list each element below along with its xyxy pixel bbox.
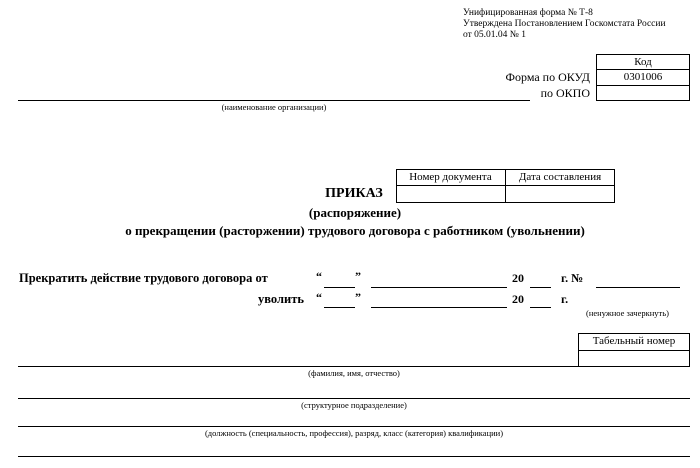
department-caption: (структурное подразделение) — [301, 400, 407, 410]
strike-note: (ненужное зачеркнуть) — [586, 308, 669, 318]
codes-kod-header: Код — [634, 56, 652, 68]
fio-caption: (фамилия, имя, отчество) — [308, 368, 400, 378]
order-title: ПРИКАЗ — [325, 186, 383, 201]
tabel-header: Табельный номер — [592, 335, 676, 347]
number-sign: г. № — [561, 271, 584, 285]
organization-caption: (наименование организации) — [221, 102, 327, 112]
quote-close-1: ” — [355, 269, 361, 283]
okud-value: 0301006 — [623, 71, 663, 83]
quote-open-1: “ — [316, 269, 322, 283]
order-subject: о прекращении (расторжении) трудового договора с работником (увольнении) — [125, 223, 585, 238]
additional-line — [18, 456, 690, 457]
terminate-month-line — [371, 287, 507, 288]
terminate-label: Прекратить действие трудового договора от — [19, 271, 268, 285]
position-line — [18, 426, 690, 427]
doc-number-header: Номер документа — [409, 171, 492, 183]
department-line — [18, 398, 690, 399]
approval-date-line: от 05.01.04 № 1 — [463, 30, 526, 40]
organization-line — [18, 100, 530, 101]
fio-line — [18, 366, 690, 367]
okud-label: Форма по ОКУД — [505, 70, 590, 84]
year-prefix-2: 20 — [512, 292, 524, 306]
form-code-line: Унифицированная форма № Т-8 — [463, 8, 593, 18]
quote-close-2: ” — [355, 290, 361, 304]
dismiss-day-line — [324, 307, 355, 308]
year-suffix-2: г. — [561, 292, 569, 306]
dismiss-label: уволить — [258, 292, 304, 306]
okpo-label: по ОКПО — [540, 86, 590, 100]
doc-date-header: Дата составления — [518, 171, 602, 183]
contract-number-line — [596, 287, 680, 288]
position-caption: (должность (специальность, профессия), разряд, класс (категория) квалификации) — [204, 428, 504, 438]
order-subtitle: (распоряжение) — [308, 205, 402, 220]
terminate-year-line — [530, 287, 551, 288]
dismiss-year-line — [530, 307, 551, 308]
dismiss-month-line — [371, 307, 507, 308]
terminate-day-line — [324, 287, 355, 288]
quote-open-2: “ — [316, 290, 322, 304]
approval-line: Утверждена Постановлением Госкомстата России — [463, 19, 666, 29]
year-prefix-1: 20 — [512, 271, 524, 285]
